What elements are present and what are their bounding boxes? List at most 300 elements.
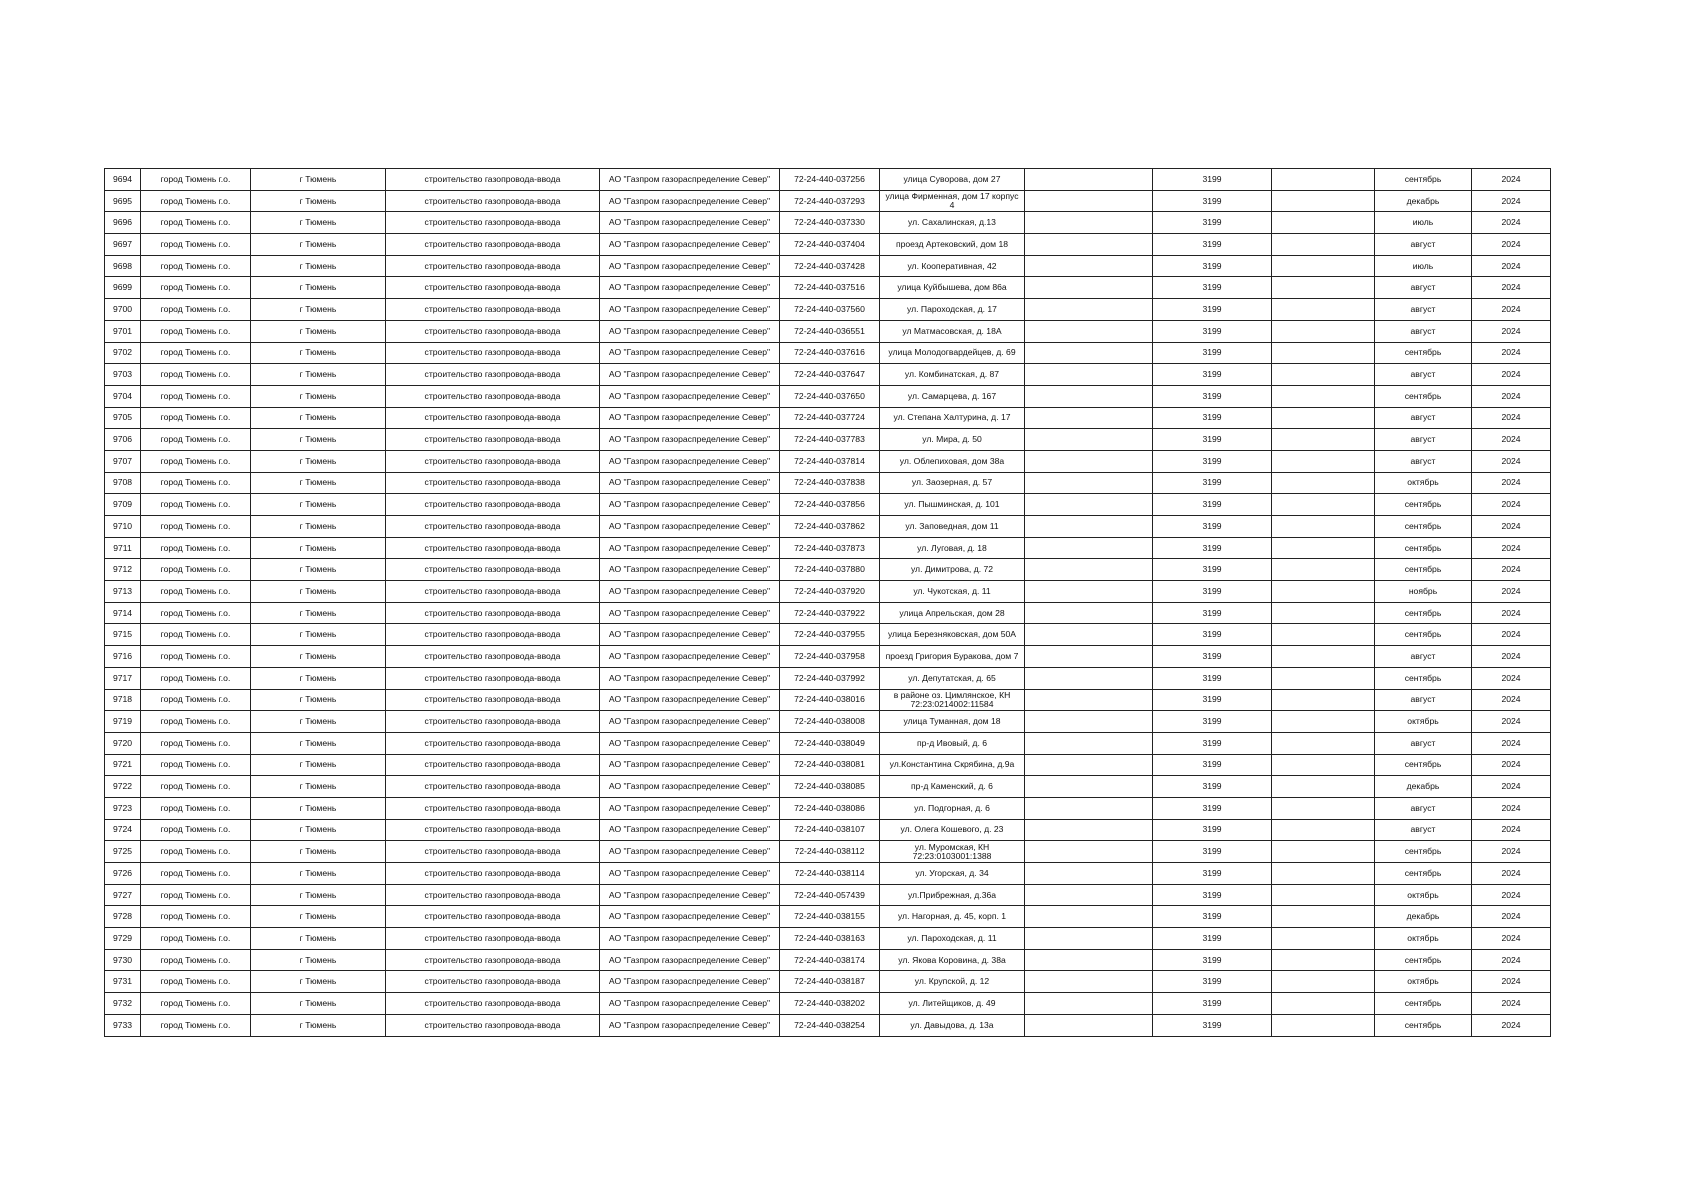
empty-cell <box>1272 581 1375 603</box>
municipality-cell: город Тюмень г.о. <box>141 537 251 559</box>
empty-cell <box>1272 407 1375 429</box>
settlement-cell: г Тюмень <box>251 1014 386 1036</box>
amount-cell: 3199 <box>1153 516 1272 538</box>
row-number-cell: 9710 <box>105 516 141 538</box>
empty-cell <box>1272 1014 1375 1036</box>
settlement-cell: г Тюмень <box>251 320 386 342</box>
amount-cell: 3199 <box>1153 169 1272 191</box>
address-cell: ул. Кооперативная, 42 <box>880 255 1025 277</box>
month-cell: сентябрь <box>1375 494 1472 516</box>
year-cell: 2024 <box>1472 841 1551 863</box>
organization-cell: АО "Газпром газораспределение Север" <box>600 949 780 971</box>
month-cell: сентябрь <box>1375 559 1472 581</box>
month-cell: сентябрь <box>1375 949 1472 971</box>
address-cell: ул. Нагорная, д. 45, корп. 1 <box>880 906 1025 928</box>
work-type-cell: строительство газопровода-ввода <box>386 255 600 277</box>
empty-cell <box>1272 754 1375 776</box>
table-row <box>105 407 1551 429</box>
address-cell: в районе оз. Цимлянское, КН 72:23:0214002:11584 <box>880 689 1025 711</box>
amount-cell: 3199 <box>1153 863 1272 885</box>
amount-cell: 3199 <box>1153 429 1272 451</box>
empty-cell <box>1272 516 1375 538</box>
empty-cell <box>1025 797 1153 819</box>
table-row <box>105 450 1551 472</box>
application-number-cell: 72-24-440-037920 <box>780 581 880 603</box>
row-number-cell: 9720 <box>105 732 141 754</box>
settlement-cell: г Тюмень <box>251 732 386 754</box>
amount-cell: 3199 <box>1153 559 1272 581</box>
municipality-cell: город Тюмень г.о. <box>141 646 251 668</box>
month-cell: сентябрь <box>1375 602 1472 624</box>
address-cell: ул. Заозерная, д. 57 <box>880 472 1025 494</box>
table-row <box>105 993 1551 1015</box>
application-number-cell: 72-24-440-037616 <box>780 342 880 364</box>
year-cell: 2024 <box>1472 516 1551 538</box>
month-cell: октябрь <box>1375 928 1472 950</box>
empty-cell <box>1025 320 1153 342</box>
address-cell: ул. Луговая, д. 18 <box>880 537 1025 559</box>
table-row <box>105 581 1551 603</box>
table-row <box>105 516 1551 538</box>
amount-cell: 3199 <box>1153 364 1272 386</box>
application-number-cell: 72-24-440-037783 <box>780 429 880 451</box>
year-cell: 2024 <box>1472 689 1551 711</box>
year-cell: 2024 <box>1472 494 1551 516</box>
empty-cell <box>1272 776 1375 798</box>
work-type-cell: строительство газопровода-ввода <box>386 884 600 906</box>
amount-cell: 3199 <box>1153 906 1272 928</box>
year-cell: 2024 <box>1472 776 1551 798</box>
municipality-cell: город Тюмень г.о. <box>141 797 251 819</box>
work-type-cell: строительство газопровода-ввода <box>386 646 600 668</box>
empty-cell <box>1272 602 1375 624</box>
month-cell: сентябрь <box>1375 1014 1472 1036</box>
amount-cell: 3199 <box>1153 732 1272 754</box>
application-number-cell: 72-24-440-057439 <box>780 884 880 906</box>
address-cell: ул. Литейщиков, д. 49 <box>880 993 1025 1015</box>
month-cell: декабрь <box>1375 190 1472 212</box>
empty-cell <box>1025 949 1153 971</box>
municipality-cell: город Тюмень г.о. <box>141 190 251 212</box>
address-cell: пр-д Каменский, д. 6 <box>880 776 1025 798</box>
address-cell: ул. Пышминская, д. 101 <box>880 494 1025 516</box>
application-number-cell: 72-24-440-037647 <box>780 364 880 386</box>
application-number-cell: 72-24-440-038112 <box>780 841 880 863</box>
empty-cell <box>1025 407 1153 429</box>
work-type-cell: строительство газопровода-ввода <box>386 364 600 386</box>
settlement-cell: г Тюмень <box>251 450 386 472</box>
empty-cell <box>1272 819 1375 841</box>
settlement-cell: г Тюмень <box>251 993 386 1015</box>
work-type-cell: строительство газопровода-ввода <box>386 1014 600 1036</box>
organization-cell: АО "Газпром газораспределение Север" <box>600 212 780 234</box>
amount-cell: 3199 <box>1153 537 1272 559</box>
empty-cell <box>1272 494 1375 516</box>
municipality-cell: город Тюмень г.о. <box>141 884 251 906</box>
organization-cell: АО "Газпром газораспределение Север" <box>600 320 780 342</box>
settlement-cell: г Тюмень <box>251 472 386 494</box>
month-cell: октябрь <box>1375 711 1472 733</box>
application-number-cell: 72-24-440-038086 <box>780 797 880 819</box>
address-cell: пр-д Ивовый, д. 6 <box>880 732 1025 754</box>
application-number-cell: 72-24-440-037873 <box>780 537 880 559</box>
application-number-cell: 72-24-440-037856 <box>780 494 880 516</box>
settlement-cell: г Тюмень <box>251 602 386 624</box>
amount-cell: 3199 <box>1153 689 1272 711</box>
work-type-cell: строительство газопровода-ввода <box>386 581 600 603</box>
work-type-cell: строительство газопровода-ввода <box>386 971 600 993</box>
organization-cell: АО "Газпром газораспределение Север" <box>600 776 780 798</box>
month-cell: сентябрь <box>1375 841 1472 863</box>
municipality-cell: город Тюмень г.о. <box>141 711 251 733</box>
organization-cell: АО "Газпром газораспределение Север" <box>600 234 780 256</box>
work-type-cell: строительство газопровода-ввода <box>386 819 600 841</box>
empty-cell <box>1025 190 1153 212</box>
row-number-cell: 9712 <box>105 559 141 581</box>
work-type-cell: строительство газопровода-ввода <box>386 385 600 407</box>
address-cell: проезд Артековский, дом 18 <box>880 234 1025 256</box>
table-row <box>105 342 1551 364</box>
empty-cell <box>1272 797 1375 819</box>
year-cell: 2024 <box>1472 754 1551 776</box>
empty-cell <box>1025 928 1153 950</box>
empty-cell <box>1272 234 1375 256</box>
empty-cell <box>1025 342 1153 364</box>
municipality-cell: город Тюмень г.о. <box>141 320 251 342</box>
application-number-cell: 72-24-440-038254 <box>780 1014 880 1036</box>
year-cell: 2024 <box>1472 797 1551 819</box>
work-type-cell: строительство газопровода-ввода <box>386 342 600 364</box>
empty-cell <box>1025 819 1153 841</box>
organization-cell: АО "Газпром газораспределение Север" <box>600 797 780 819</box>
table-row <box>105 711 1551 733</box>
empty-cell <box>1025 559 1153 581</box>
address-cell: ул. Муромская, КН 72:23:0103001:1388 <box>880 841 1025 863</box>
empty-cell <box>1025 364 1153 386</box>
settlement-cell: г Тюмень <box>251 884 386 906</box>
amount-cell: 3199 <box>1153 320 1272 342</box>
organization-cell: АО "Газпром газораспределение Север" <box>600 646 780 668</box>
table-row <box>105 949 1551 971</box>
month-cell: сентябрь <box>1375 993 1472 1015</box>
row-number-cell: 9719 <box>105 711 141 733</box>
amount-cell: 3199 <box>1153 841 1272 863</box>
row-number-cell: 9697 <box>105 234 141 256</box>
empty-cell <box>1272 342 1375 364</box>
address-cell: ул. Олега Кошевого, д. 23 <box>880 819 1025 841</box>
year-cell: 2024 <box>1472 299 1551 321</box>
table-row <box>105 190 1551 212</box>
application-number-cell: 72-24-440-038114 <box>780 863 880 885</box>
amount-cell: 3199 <box>1153 993 1272 1015</box>
table-row <box>105 797 1551 819</box>
month-cell: август <box>1375 407 1472 429</box>
year-cell: 2024 <box>1472 602 1551 624</box>
organization-cell: АО "Газпром газораспределение Север" <box>600 884 780 906</box>
amount-cell: 3199 <box>1153 884 1272 906</box>
month-cell: август <box>1375 797 1472 819</box>
settlement-cell: г Тюмень <box>251 255 386 277</box>
work-type-cell: строительство газопровода-ввода <box>386 602 600 624</box>
application-number-cell: 72-24-440-037724 <box>780 407 880 429</box>
application-number-cell: 72-24-440-037838 <box>780 472 880 494</box>
month-cell: октябрь <box>1375 884 1472 906</box>
municipality-cell: город Тюмень г.о. <box>141 819 251 841</box>
application-number-cell: 72-24-440-037992 <box>780 667 880 689</box>
organization-cell: АО "Газпром газораспределение Север" <box>600 732 780 754</box>
municipality-cell: город Тюмень г.о. <box>141 624 251 646</box>
year-cell: 2024 <box>1472 711 1551 733</box>
empty-cell <box>1025 732 1153 754</box>
row-number-cell: 9723 <box>105 797 141 819</box>
table-row <box>105 559 1551 581</box>
settlement-cell: г Тюмень <box>251 949 386 971</box>
amount-cell: 3199 <box>1153 494 1272 516</box>
application-number-cell: 72-24-440-038049 <box>780 732 880 754</box>
month-cell: август <box>1375 299 1472 321</box>
amount-cell: 3199 <box>1153 949 1272 971</box>
application-number-cell: 72-24-440-038155 <box>780 906 880 928</box>
empty-cell <box>1025 212 1153 234</box>
amount-cell: 3199 <box>1153 776 1272 798</box>
table-row <box>105 754 1551 776</box>
empty-cell <box>1025 277 1153 299</box>
settlement-cell: г Тюмень <box>251 559 386 581</box>
table-row <box>105 255 1551 277</box>
table-row <box>105 277 1551 299</box>
empty-cell <box>1272 299 1375 321</box>
address-cell: улица Апрельская, дом 28 <box>880 602 1025 624</box>
year-cell: 2024 <box>1472 624 1551 646</box>
empty-cell <box>1025 581 1153 603</box>
table-row <box>105 624 1551 646</box>
address-cell: ул Матмасовская, д. 18А <box>880 320 1025 342</box>
year-cell: 2024 <box>1472 1014 1551 1036</box>
year-cell: 2024 <box>1472 234 1551 256</box>
work-type-cell: строительство газопровода-ввода <box>386 797 600 819</box>
amount-cell: 3199 <box>1153 602 1272 624</box>
empty-cell <box>1272 450 1375 472</box>
empty-cell <box>1025 884 1153 906</box>
empty-cell <box>1025 754 1153 776</box>
municipality-cell: город Тюмень г.о. <box>141 949 251 971</box>
empty-cell <box>1272 255 1375 277</box>
empty-cell <box>1272 624 1375 646</box>
address-cell: ул. Мира, д. 50 <box>880 429 1025 451</box>
row-number-cell: 9703 <box>105 364 141 386</box>
organization-cell: АО "Газпром газораспределение Север" <box>600 516 780 538</box>
settlement-cell: г Тюмень <box>251 407 386 429</box>
empty-cell <box>1272 689 1375 711</box>
organization-cell: АО "Газпром газораспределение Север" <box>600 928 780 950</box>
empty-cell <box>1272 667 1375 689</box>
year-cell: 2024 <box>1472 884 1551 906</box>
month-cell: ноябрь <box>1375 581 1472 603</box>
municipality-cell: город Тюмень г.о. <box>141 689 251 711</box>
municipality-cell: город Тюмень г.о. <box>141 993 251 1015</box>
empty-cell <box>1272 971 1375 993</box>
work-type-cell: строительство газопровода-ввода <box>386 450 600 472</box>
table-row <box>105 385 1551 407</box>
table-row <box>105 234 1551 256</box>
month-cell: сентябрь <box>1375 624 1472 646</box>
month-cell: сентябрь <box>1375 169 1472 191</box>
work-type-cell: строительство газопровода-ввода <box>386 407 600 429</box>
amount-cell: 3199 <box>1153 234 1272 256</box>
work-type-cell: строительство газопровода-ввода <box>386 277 600 299</box>
year-cell: 2024 <box>1472 993 1551 1015</box>
year-cell: 2024 <box>1472 190 1551 212</box>
empty-cell <box>1272 472 1375 494</box>
row-number-cell: 9715 <box>105 624 141 646</box>
address-cell: улица Фирменная, дом 17 корпус 4 <box>880 190 1025 212</box>
table-row <box>105 364 1551 386</box>
month-cell: сентябрь <box>1375 342 1472 364</box>
row-number-cell: 9707 <box>105 450 141 472</box>
row-number-cell: 9721 <box>105 754 141 776</box>
amount-cell: 3199 <box>1153 928 1272 950</box>
empty-cell <box>1025 776 1153 798</box>
organization-cell: АО "Газпром газораспределение Север" <box>600 993 780 1015</box>
row-number-cell: 9727 <box>105 884 141 906</box>
empty-cell <box>1025 169 1153 191</box>
month-cell: август <box>1375 234 1472 256</box>
year-cell: 2024 <box>1472 364 1551 386</box>
row-number-cell: 9698 <box>105 255 141 277</box>
work-type-cell: строительство газопровода-ввода <box>386 624 600 646</box>
empty-cell <box>1025 667 1153 689</box>
address-cell: ул. Степана Халтурина, д. 17 <box>880 407 1025 429</box>
organization-cell: АО "Газпром газораспределение Север" <box>600 863 780 885</box>
work-type-cell: строительство газопровода-ввода <box>386 776 600 798</box>
municipality-cell: город Тюмень г.о. <box>141 169 251 191</box>
empty-cell <box>1272 385 1375 407</box>
work-type-cell: строительство газопровода-ввода <box>386 863 600 885</box>
work-type-cell: строительство газопровода-ввода <box>386 949 600 971</box>
month-cell: август <box>1375 819 1472 841</box>
month-cell: сентябрь <box>1375 754 1472 776</box>
municipality-cell: город Тюмень г.о. <box>141 776 251 798</box>
year-cell: 2024 <box>1472 472 1551 494</box>
empty-cell <box>1272 928 1375 950</box>
month-cell: август <box>1375 450 1472 472</box>
application-number-cell: 72-24-440-037428 <box>780 255 880 277</box>
municipality-cell: город Тюмень г.о. <box>141 732 251 754</box>
application-number-cell: 72-24-440-036551 <box>780 320 880 342</box>
month-cell: август <box>1375 689 1472 711</box>
address-cell: ул. Угорская, д. 34 <box>880 863 1025 885</box>
amount-cell: 3199 <box>1153 581 1272 603</box>
row-number-cell: 9714 <box>105 602 141 624</box>
empty-cell <box>1025 255 1153 277</box>
organization-cell: АО "Газпром газораспределение Север" <box>600 711 780 733</box>
address-cell: ул. Подгорная, д. 6 <box>880 797 1025 819</box>
empty-cell <box>1272 364 1375 386</box>
application-number-cell: 72-24-440-037256 <box>780 169 880 191</box>
empty-cell <box>1272 732 1375 754</box>
empty-cell <box>1272 906 1375 928</box>
address-cell: ул. Пароходская, д. 11 <box>880 928 1025 950</box>
row-number-cell: 9726 <box>105 863 141 885</box>
table-row <box>105 863 1551 885</box>
municipality-cell: город Тюмень г.о. <box>141 971 251 993</box>
amount-cell: 3199 <box>1153 407 1272 429</box>
work-type-cell: строительство газопровода-ввода <box>386 516 600 538</box>
year-cell: 2024 <box>1472 537 1551 559</box>
month-cell: август <box>1375 277 1472 299</box>
empty-cell <box>1272 884 1375 906</box>
work-type-cell: строительство газопровода-ввода <box>386 559 600 581</box>
amount-cell: 3199 <box>1153 819 1272 841</box>
organization-cell: АО "Газпром газораспределение Север" <box>600 971 780 993</box>
month-cell: октябрь <box>1375 971 1472 993</box>
settlement-cell: г Тюмень <box>251 797 386 819</box>
organization-cell: АО "Газпром газораспределение Север" <box>600 559 780 581</box>
month-cell: октябрь <box>1375 472 1472 494</box>
data-table <box>104 168 1551 1037</box>
municipality-cell: город Тюмень г.о. <box>141 277 251 299</box>
settlement-cell: г Тюмень <box>251 863 386 885</box>
row-number-cell: 9713 <box>105 581 141 603</box>
settlement-cell: г Тюмень <box>251 190 386 212</box>
work-type-cell: строительство газопровода-ввода <box>386 667 600 689</box>
municipality-cell: город Тюмень г.о. <box>141 212 251 234</box>
address-cell: улица Березняковская, дом 50А <box>880 624 1025 646</box>
address-cell: ул. Якова Коровина, д. 38а <box>880 949 1025 971</box>
municipality-cell: город Тюмень г.о. <box>141 754 251 776</box>
organization-cell: АО "Газпром газораспределение Север" <box>600 819 780 841</box>
year-cell: 2024 <box>1472 646 1551 668</box>
settlement-cell: г Тюмень <box>251 711 386 733</box>
row-number-cell: 9705 <box>105 407 141 429</box>
empty-cell <box>1025 841 1153 863</box>
settlement-cell: г Тюмень <box>251 624 386 646</box>
municipality-cell: город Тюмень г.о. <box>141 667 251 689</box>
month-cell: август <box>1375 320 1472 342</box>
year-cell: 2024 <box>1472 385 1551 407</box>
organization-cell: АО "Газпром газораспределение Север" <box>600 364 780 386</box>
row-number-cell: 9701 <box>105 320 141 342</box>
organization-cell: АО "Газпром газораспределение Север" <box>600 342 780 364</box>
address-cell: ул. Самарцева, д. 167 <box>880 385 1025 407</box>
work-type-cell: строительство газопровода-ввода <box>386 928 600 950</box>
settlement-cell: г Тюмень <box>251 928 386 950</box>
settlement-cell: г Тюмень <box>251 971 386 993</box>
amount-cell: 3199 <box>1153 1014 1272 1036</box>
year-cell: 2024 <box>1472 559 1551 581</box>
settlement-cell: г Тюмень <box>251 689 386 711</box>
organization-cell: АО "Газпром газораспределение Север" <box>600 190 780 212</box>
application-number-cell: 72-24-440-038085 <box>780 776 880 798</box>
empty-cell <box>1272 711 1375 733</box>
empty-cell <box>1272 841 1375 863</box>
table-row <box>105 928 1551 950</box>
table-row <box>105 819 1551 841</box>
table-row <box>105 494 1551 516</box>
address-cell: ул. Облепиховая, дом 38а <box>880 450 1025 472</box>
work-type-cell: строительство газопровода-ввода <box>386 212 600 234</box>
settlement-cell: г Тюмень <box>251 299 386 321</box>
organization-cell: АО "Газпром газораспределение Север" <box>600 624 780 646</box>
address-cell: ул. Депутатская, д. 65 <box>880 667 1025 689</box>
empty-cell <box>1025 602 1153 624</box>
empty-cell <box>1025 993 1153 1015</box>
row-number-cell: 9696 <box>105 212 141 234</box>
settlement-cell: г Тюмень <box>251 212 386 234</box>
table-row <box>105 906 1551 928</box>
month-cell: сентябрь <box>1375 537 1472 559</box>
address-cell: ул. Димитрова, д. 72 <box>880 559 1025 581</box>
